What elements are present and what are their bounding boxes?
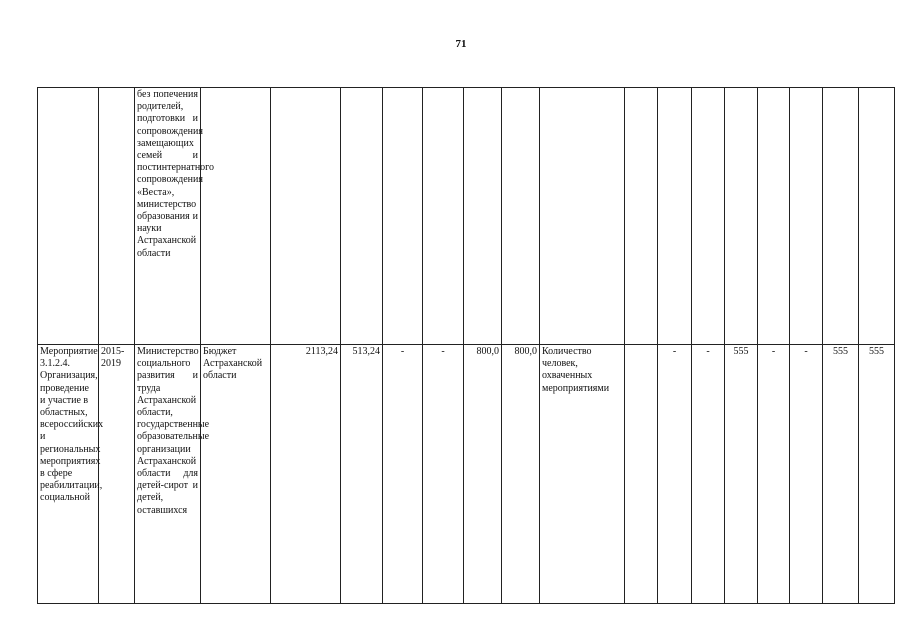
y2015-cell	[341, 88, 383, 345]
indicator-extra-cell: 555	[859, 345, 895, 604]
indicator-2017-cell: 555	[725, 345, 758, 604]
indicator-extra-cell	[859, 88, 895, 345]
indicator-2017-cell	[725, 88, 758, 345]
y2019-cell: 800,0	[502, 345, 540, 604]
y2016-cell: -	[383, 345, 423, 604]
period-cell: 2015-2019	[99, 345, 135, 604]
total-cell: 2113,24	[271, 345, 341, 604]
executor-cell: без попечения родителей, подготовки и сопровождения замещающих семей и постинтернатного сопровождения «Веста», министерство образования и науки Астраханской области	[135, 88, 201, 345]
indicator-total-cell	[823, 88, 859, 345]
total-cell	[271, 88, 341, 345]
indicator-base-cell	[625, 345, 658, 604]
executor-cell: Министерство социального развития и труда Астраханской области, государственные образовательные организации Астраханской области для детей-сирот и детей, оставшихся	[135, 345, 201, 604]
page-number: 71	[455, 38, 467, 50]
indicator-base-cell	[625, 88, 658, 345]
period-cell	[99, 88, 135, 345]
program-table	[37, 87, 895, 604]
y2018-cell	[464, 88, 502, 345]
indicator-cell	[540, 88, 625, 345]
table-row	[38, 88, 895, 345]
y2017-cell: -	[423, 345, 464, 604]
event-cell: Мероприятие 3.1.2.4. Организация, проведение и участие в областных, всероссийских и региональных мероприятиях в сфере реабилитации, социальной	[38, 345, 99, 604]
y2015-cell: 513,24	[341, 345, 383, 604]
indicator-2018-cell	[758, 88, 790, 345]
y2018-cell: 800,0	[464, 345, 502, 604]
y2017-cell	[423, 88, 464, 345]
indicator-2015-cell	[658, 88, 692, 345]
event-cell	[38, 88, 99, 345]
indicator-cell: Количество человек, охваченных мероприятиями	[540, 345, 625, 604]
source-cell	[201, 88, 271, 345]
indicator-2015-cell: -	[658, 345, 692, 604]
indicator-2018-cell: -	[758, 345, 790, 604]
indicator-total-cell: 555	[823, 345, 859, 604]
y2016-cell	[383, 88, 423, 345]
y2019-cell	[502, 88, 540, 345]
indicator-2019-cell	[790, 88, 823, 345]
table-row	[38, 345, 895, 604]
source-cell: Бюджет Астраханской области	[201, 345, 271, 604]
indicator-2016-cell	[692, 88, 725, 345]
indicator-2019-cell: -	[790, 345, 823, 604]
indicator-2016-cell: -	[692, 345, 725, 604]
